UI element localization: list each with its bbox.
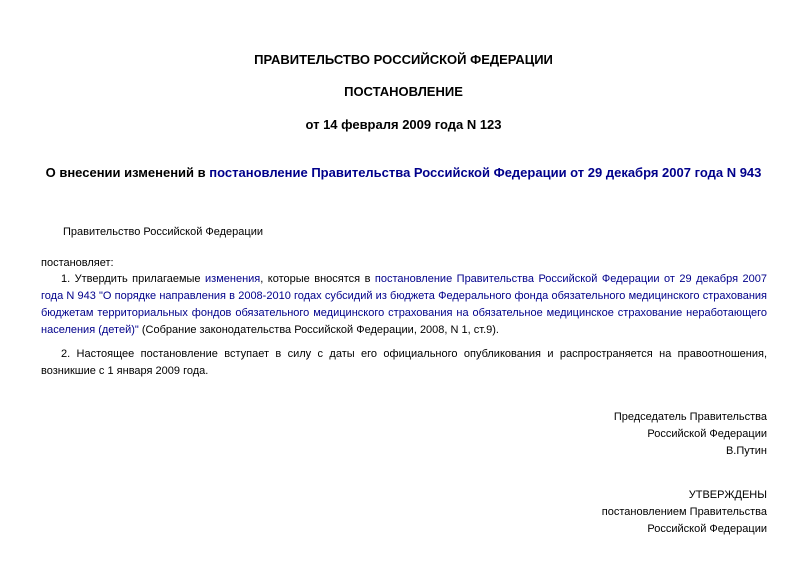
signatory-organization: Российской Федерации: [647, 428, 767, 440]
signature-block: [467, 409, 767, 460]
document-title: [40, 163, 767, 182]
approval-heading: УТВЕРЖДЕНЫ: [688, 489, 767, 501]
paragraph-1: [41, 271, 767, 339]
paragraph-1-text-end: (Собрание законодательства Российской Федерации, 2008, N 1, ст.9).: [138, 324, 499, 336]
approval-by: постановлением Правительства: [601, 506, 767, 518]
paragraph-2: 2. Настоящее постановление вступает в силу с даты его официального опубликования и распространяется на правоотношения, возникшие с 1 января 2009 года.: [41, 348, 767, 377]
intro-text: Правительство Российской Федерации: [63, 226, 263, 238]
resolution-943-link[interactable]: постановление Правительства Российской Федерации от 29 декабря 2007 года N 943 "О порядке направления в 2008-2010 годах субсидий из бюджета Федерального фонда обязательного медицинского страхования бюджетам территориальных фондов обязательного медицинского страхования на обязательное медицинское страхование неработающего населения (детей)": [41, 273, 767, 336]
document-date-number: от 14 февраля 2009 года N 123: [305, 117, 502, 132]
paragraph-1-text-start: 1. Утвердить прилагаемые: [61, 273, 206, 285]
paragraph-1-text-middle: , которые вносятся в: [260, 273, 375, 285]
approval-block: [467, 487, 767, 538]
resolves-text: постановляет:: [41, 257, 114, 269]
approval-organization: Российской Федерации: [647, 523, 767, 535]
title-prefix: О внесении изменений в: [45, 165, 210, 180]
signatory-name: В.Путин: [725, 445, 767, 457]
government-heading: ПРАВИТЕЛЬСТВО РОССИЙСКОЙ ФЕДЕРАЦИИ: [254, 52, 553, 67]
document-type-heading: ПОСТАНОВЛЕНИЕ: [344, 84, 463, 99]
amendments-link[interactable]: изменения: [205, 273, 261, 285]
signatory-title: Председатель Правительства: [613, 411, 767, 423]
title-reference-link[interactable]: постановление Правительства Российской Федерации от 29 декабря 2007 года N 943: [209, 165, 762, 180]
